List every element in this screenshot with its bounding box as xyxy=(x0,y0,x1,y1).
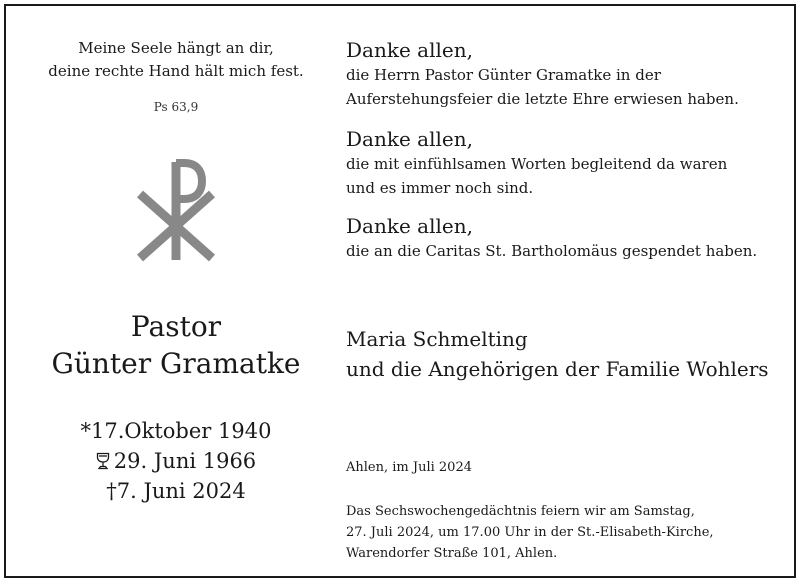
thanks-text: Auferstehungsfeier die letzte Ehre erwiesen haben. xyxy=(346,90,739,108)
memorial-line: Warendorfer Straße 101, Ahlen. xyxy=(346,546,558,561)
thanks-heading: Danke allen, xyxy=(346,127,473,151)
thanks-text: die mit einfühlsamen Worten begleitend da waren xyxy=(346,155,728,173)
life-dates xyxy=(16,416,336,506)
right-column xyxy=(346,6,786,576)
chi-rho-icon xyxy=(136,154,216,266)
bible-verse xyxy=(16,37,336,83)
thanks-text: die an die Caritas St. Bartholomäus gespendet haben. xyxy=(346,242,758,260)
thanks-block xyxy=(346,213,786,263)
verse-line: Meine Seele hängt an dir, xyxy=(78,39,274,57)
thanks-block xyxy=(346,37,786,111)
memorial-line: Das Sechswochengedächtnis feiern wir am Samstag, xyxy=(346,504,695,519)
memorial-notice xyxy=(346,501,714,564)
name-full: Günter Gramatke xyxy=(51,347,301,380)
place-date: Ahlen, im Juli 2024 xyxy=(346,460,472,475)
deceased-name xyxy=(16,308,336,382)
birth-date: *17.Oktober 1940 xyxy=(80,419,272,443)
verse-line: deine rechte Hand hält mich fest. xyxy=(48,62,304,80)
notice-frame xyxy=(4,4,796,578)
signer-family: und die Angehörigen der Familie Wohlers xyxy=(346,357,769,381)
ordination-date: 29. Juni 1966 xyxy=(113,449,257,473)
thanks-heading: Danke allen, xyxy=(346,38,473,62)
ordination-date-row xyxy=(16,446,336,476)
death-date: †7. Juni 2024 xyxy=(106,479,246,503)
left-column xyxy=(16,6,336,576)
thanks-heading: Danke allen, xyxy=(346,214,473,238)
thanks-text: die Herrn Pastor Günter Gramatke in der xyxy=(346,66,661,84)
signers xyxy=(346,324,769,384)
chalice-icon xyxy=(96,452,110,470)
verse-reference: Ps 63,9 xyxy=(153,100,199,114)
signer-name: Maria Schmelting xyxy=(346,327,528,351)
thanks-block xyxy=(346,126,786,200)
thanks-text: und es immer noch sind. xyxy=(346,179,534,197)
name-title: Pastor xyxy=(130,310,222,343)
memorial-line: 27. Juli 2024, um 17.00 Uhr in der St.-Elisabeth-Kirche, xyxy=(346,525,714,540)
